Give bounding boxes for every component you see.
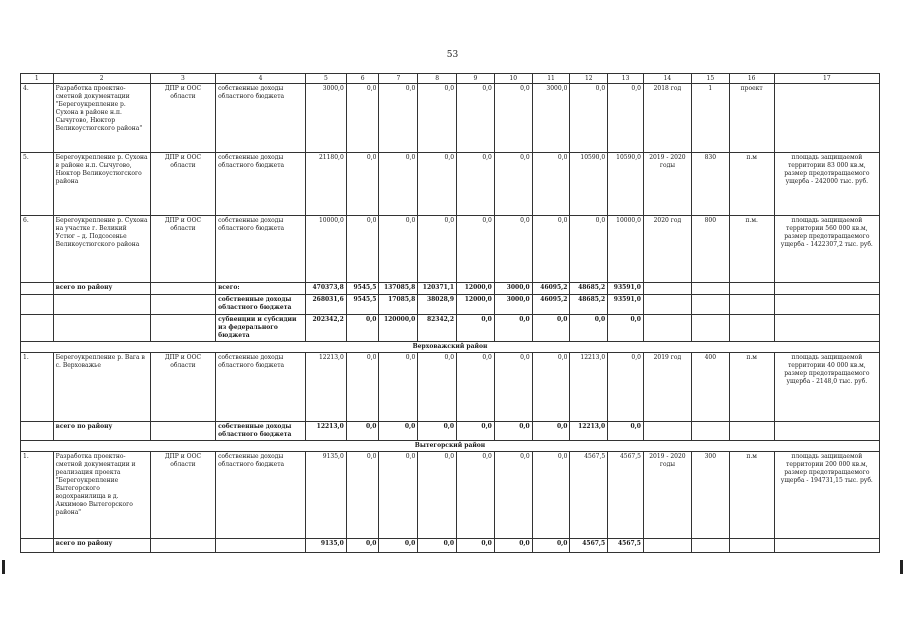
section-title: Вытегорский район [21,441,880,452]
table-cell: 0,0 [532,539,570,553]
table-cell: 12000,0 [457,283,495,295]
table-cell: ДПР и ООС области [150,216,215,283]
table-cell: 21180,0 [305,153,346,216]
table-cell: 0,0 [608,84,644,153]
table-cell: 12213,0 [570,422,608,441]
table-cell [774,283,879,295]
table-cell: 0,0 [418,353,457,422]
table-cell: 0,0 [346,422,379,441]
table-cell: п.м [729,452,774,539]
section-row [21,342,880,353]
table-cell [774,315,879,342]
table-cell [150,315,215,342]
table-cell: 120371,1 [418,283,457,295]
table-cell [691,295,729,315]
table-cell: 82342,2 [418,315,457,342]
table-cell: 3000,0 [532,84,570,153]
section-row [21,441,880,452]
table-cell: всего: [216,283,306,295]
total-row [21,295,880,315]
table-cell: 470373,8 [305,283,346,295]
table-cell [150,283,215,295]
header-cell: 17 [774,74,879,84]
table-cell [691,283,729,295]
table-cell: 3000,0 [305,84,346,153]
header-cell: 8 [418,74,457,84]
table-cell: 0,0 [418,153,457,216]
table-cell: 0,0 [457,452,495,539]
left-edge-mark [2,560,5,574]
table-cell: 0,0 [346,452,379,539]
table-cell: 0,0 [379,216,418,283]
table-cell: 268031,6 [305,295,346,315]
table-cell: Разработка проектно-сметной документации и реализация проекта "Берегоукрепление Вытегорского водохранилища в д. Анхимово Вытегорского района" [53,452,150,539]
table-cell: 0,0 [418,422,457,441]
table-cell: 0,0 [418,452,457,539]
table-cell [21,422,54,441]
table-cell [774,84,879,153]
table-cell: 1 [691,84,729,153]
table-cell: 0,0 [608,422,644,441]
table-cell: ДПР и ООС области [150,452,215,539]
table-cell: площадь защищаемой территории 83 000 кв.м, размер предотвращаемого ущерба - 242000 тыс. руб. [774,153,879,216]
table-cell: 0,0 [379,84,418,153]
table-cell [691,315,729,342]
table-cell: 93591,0 [608,295,644,315]
table-cell: 48685,2 [570,295,608,315]
table-cell [774,539,879,553]
header-cell: 5 [305,74,346,84]
table-cell: 93591,0 [608,283,644,295]
table-cell: 0,0 [418,84,457,153]
header-cell: 9 [457,74,495,84]
table-cell: 0,0 [379,452,418,539]
table-cell: 0,0 [457,353,495,422]
table-cell: собственные доходы областного бюджета [216,295,306,315]
header-cell: 16 [729,74,774,84]
total-row [21,539,880,553]
table-cell [53,295,150,315]
table-cell: 3000,0 [494,283,532,295]
table-cell: 17085,8 [379,295,418,315]
table-cell [774,295,879,315]
table-row [21,153,880,216]
table-cell: 0,0 [532,153,570,216]
table-cell: 0,0 [494,353,532,422]
table-cell: ДПР и ООС области [150,353,215,422]
table-cell: 0,0 [570,315,608,342]
header-cell: 6 [346,74,379,84]
table-cell: 10000,0 [608,216,644,283]
table-cell: 0,0 [494,153,532,216]
table-cell: 5. [21,153,54,216]
table-cell: 3000,0 [494,295,532,315]
header-cell: 3 [150,74,215,84]
header-cell: 15 [691,74,729,84]
table-cell: 0,0 [346,84,379,153]
right-edge-mark [900,560,903,574]
table-row [21,452,880,539]
header-cell: 1 [21,74,54,84]
table-cell: 830 [691,153,729,216]
table-cell: субвенции и субсидии из федерального бюджета [216,315,306,342]
table-cell: 9545,5 [346,283,379,295]
total-row [21,283,880,295]
table-cell: 0,0 [457,539,495,553]
table-cell: 12213,0 [305,422,346,441]
table-cell: 0,0 [457,216,495,283]
table-cell: 10590,0 [608,153,644,216]
table-cell [729,283,774,295]
total-row [21,315,880,342]
header-cell: 10 [494,74,532,84]
table-cell: 2020 год [643,216,691,283]
table-cell: Берегоукрепление р. Вага в с. Верховажье [53,353,150,422]
table-cell: ДПР и ООС области [150,153,215,216]
table-cell: 12213,0 [305,353,346,422]
table-cell: 4567,5 [570,539,608,553]
table-cell [21,283,54,295]
table-cell: 0,0 [570,216,608,283]
table-cell: п.м. [729,216,774,283]
table-cell: 400 [691,353,729,422]
table-cell [53,315,150,342]
table-cell [729,315,774,342]
table-cell: 0,0 [346,353,379,422]
table-cell [729,295,774,315]
table-cell: 0,0 [494,216,532,283]
table-cell [216,539,306,553]
table-cell: п.м [729,153,774,216]
table-cell: 9135,0 [305,539,346,553]
table-cell: 4567,5 [570,452,608,539]
table-cell: п.м [729,353,774,422]
table-cell: 46095,2 [532,283,570,295]
table-cell: 0,0 [379,539,418,553]
table-cell: всего по району [53,539,150,553]
table-cell: 0,0 [494,84,532,153]
table-cell: 202342,2 [305,315,346,342]
table-cell: площадь защищаемой территории 40 000 кв.м, размер предотвращаемого ущерба - 2148,0 тыс. руб. [774,353,879,422]
header-cell: 14 [643,74,691,84]
table-cell: 48685,2 [570,283,608,295]
table-cell: 0,0 [494,422,532,441]
header-cell: 13 [608,74,644,84]
table-cell: всего по району [53,422,150,441]
table-cell: 0,0 [379,153,418,216]
header-cell: 7 [379,74,418,84]
table-cell [150,422,215,441]
table-cell [21,315,54,342]
table-cell: собственные доходы областного бюджета [216,353,306,422]
table-cell: 0,0 [379,422,418,441]
table-cell: 0,0 [532,315,570,342]
table-cell: 38028,9 [418,295,457,315]
table-row [21,216,880,283]
table-cell [643,539,691,553]
table-cell: 0,0 [346,216,379,283]
section-title: Верховажский район [21,342,880,353]
table-cell: площадь защищаемой территории 560 000 кв.м, размер предотвращаемого ущерба - 1422307,2 тыс. руб. [774,216,879,283]
table-cell: Берегоукрепление р. Сухона на участке г. Великий Устюг – д. Подсосенье Великоустюгского района [53,216,150,283]
table-cell: 0,0 [346,153,379,216]
table-cell: 300 [691,452,729,539]
table-cell: 0,0 [532,353,570,422]
table-cell: 0,0 [532,216,570,283]
table-cell: 10000,0 [305,216,346,283]
table-cell: 6. [21,216,54,283]
table-cell: 46095,2 [532,295,570,315]
table-cell: собственные доходы областного бюджета [216,452,306,539]
header-cell: 4 [216,74,306,84]
table-cell: 4567,5 [608,452,644,539]
table-cell [643,283,691,295]
table-cell: Разработка проектно-сметной документации "Берегоукрепление р. Сухона в районе н.п. Сычугово, Нюктор Великоустюгского района" [53,84,150,153]
table-cell: 0,0 [608,353,644,422]
table-cell: 0,0 [457,84,495,153]
table-cell: 0,0 [494,315,532,342]
table-cell: 0,0 [418,539,457,553]
table-cell: площадь защищаемой территории 200 000 кв.м, размер предотвращаемого ущерба - 194731,15 тыс. руб. [774,452,879,539]
table-cell: 0,0 [532,452,570,539]
table-cell: всего по району [53,283,150,295]
table-cell: проект [729,84,774,153]
table-cell: 0,0 [494,539,532,553]
table-cell: 0,0 [418,216,457,283]
table-cell: собственные доходы областного бюджета [216,422,306,441]
table-cell: собственные доходы областного бюджета [216,153,306,216]
table-cell: Берегоукрепление р. Сухона в районе н.п. Сычугово, Нюктор Великоустюгского района [53,153,150,216]
total-row [21,422,880,441]
table-cell: 0,0 [379,353,418,422]
table-cell: 2019 год [643,353,691,422]
table-cell: 12000,0 [457,295,495,315]
table-cell: 0,0 [608,315,644,342]
table-cell [21,539,54,553]
table-cell: собственные доходы областного бюджета [216,216,306,283]
table-cell: ДПР и ООС области [150,84,215,153]
table-cell: 0,0 [457,422,495,441]
header-cell: 12 [570,74,608,84]
table-cell [643,295,691,315]
table-cell: 800 [691,216,729,283]
table-cell: 1. [21,353,54,422]
table-cell [691,539,729,553]
table-row [21,84,880,153]
table-cell: 2019 - 2020 годы [643,153,691,216]
table-cell: 2018 год [643,84,691,153]
header-cell: 11 [532,74,570,84]
table-cell: 137085,8 [379,283,418,295]
table-cell [643,422,691,441]
table-cell: 0,0 [346,315,379,342]
page-number: 53 [446,50,459,60]
header-cell: 2 [53,74,150,84]
table-cell: собственные доходы областного бюджета [216,84,306,153]
table-cell: 4567,5 [608,539,644,553]
table-row [21,353,880,422]
table-cell: 0,0 [570,84,608,153]
table-cell [643,315,691,342]
table-cell: 0,0 [494,452,532,539]
table-cell: 9545,5 [346,295,379,315]
table-cell [729,422,774,441]
table-cell: 12213,0 [570,353,608,422]
table-cell [729,539,774,553]
table-cell: 0,0 [346,539,379,553]
table-cell: 0,0 [457,153,495,216]
table-cell: 0,0 [457,315,495,342]
table-cell [21,295,54,315]
table-cell: 9135,0 [305,452,346,539]
table-cell: 1. [21,452,54,539]
table-cell: 120000,0 [379,315,418,342]
table-cell [774,422,879,441]
table-cell: 2019 - 2020 годы [643,452,691,539]
table-cell: 4. [21,84,54,153]
budget-table [20,73,880,553]
table-cell [691,422,729,441]
header-row [21,74,880,84]
table-cell: 10590,0 [570,153,608,216]
table-cell [150,539,215,553]
table-cell [150,295,215,315]
table-cell: 0,0 [532,422,570,441]
